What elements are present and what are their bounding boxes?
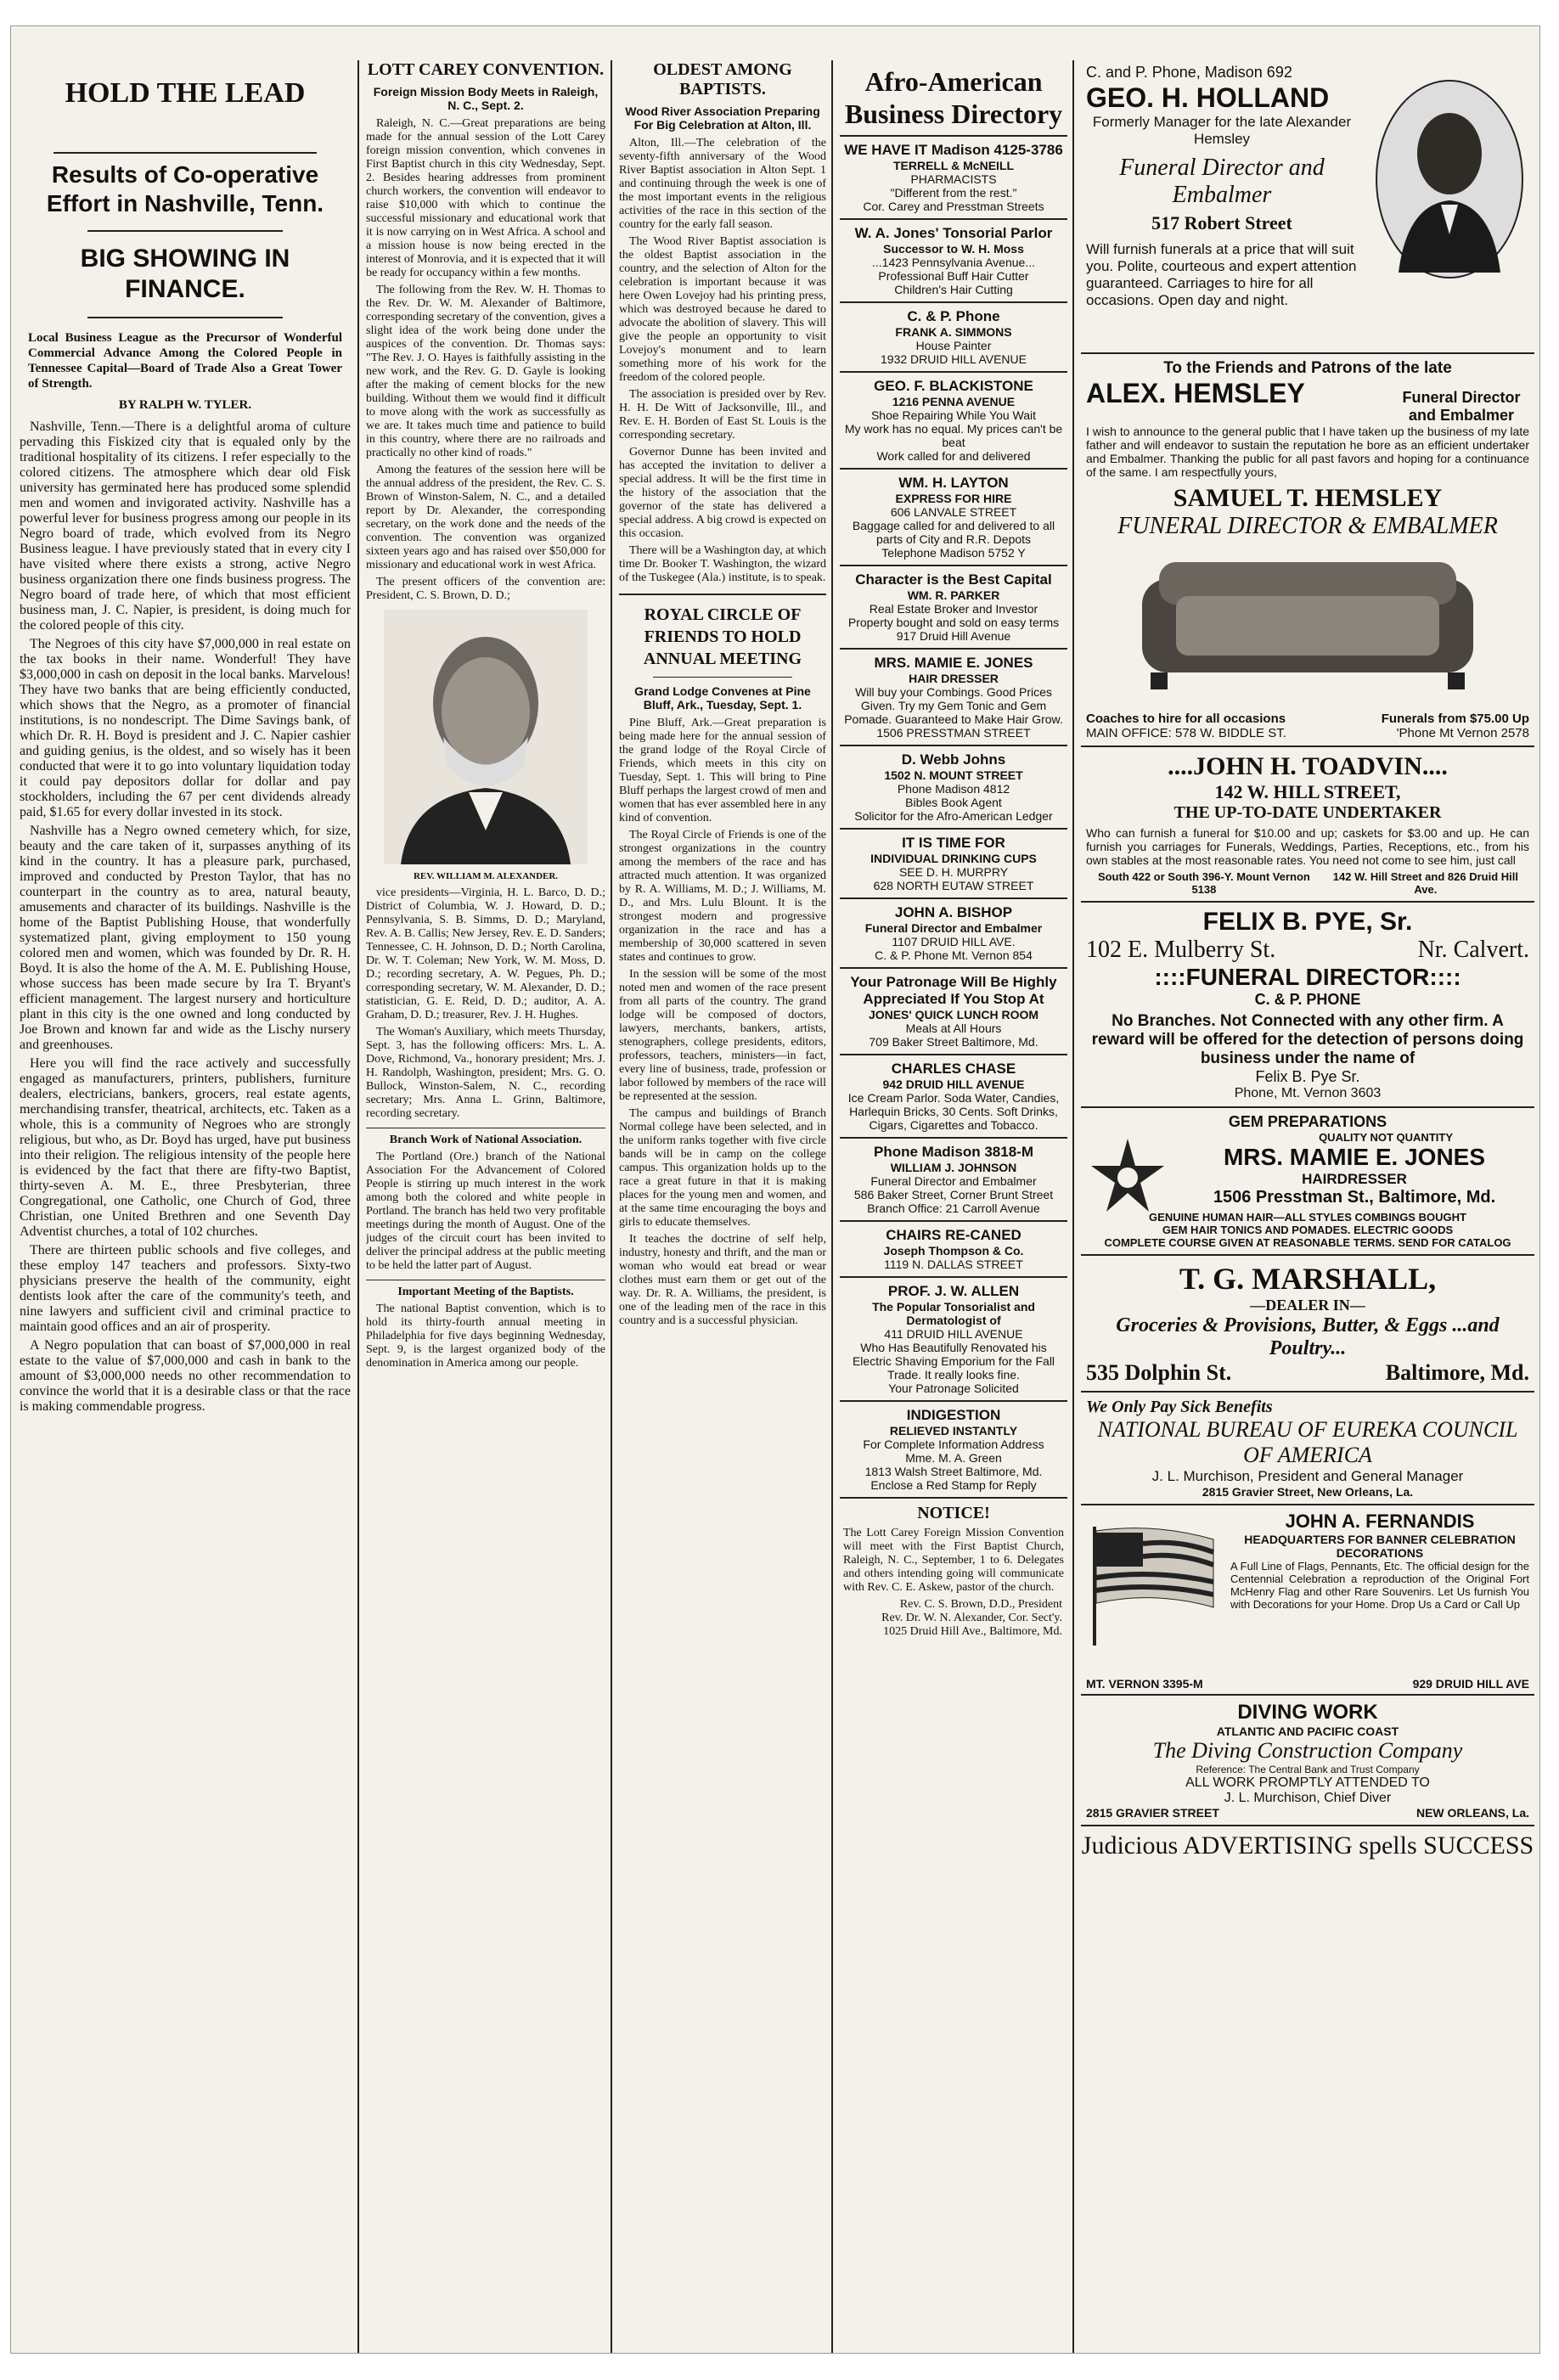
ad-heading: INDIGESTION [906, 1407, 1001, 1423]
advertiser-name: GEO. H. HOLLAND [1086, 82, 1330, 113]
advertiser-title: Funeral Director and Embalmer [1119, 155, 1325, 208]
ad-line: Professional Buff Hair Cutter [878, 269, 1029, 283]
advertiser-text: Will furnish funerals at a price that will suit you. Polite, courteous and expert attention guaranteed. Carriages to hire for all occasions. Open day and night. [1086, 241, 1357, 308]
directory-ad [840, 650, 1067, 746]
advertiser-sub: Formerly Manager for the late Alexander Hemsley [1092, 114, 1352, 147]
advertiser-name: The Diving Construction Company [1152, 1738, 1463, 1763]
sub-article-title: Important Meeting of the Baptists. [366, 1280, 605, 1299]
ad-line: ALL WORK PROMPTLY ATTENDED TO [1185, 1775, 1430, 1790]
ad-line: 1107 DRUID HILL AVE. [892, 935, 1016, 948]
sub-article-title: Branch Work of National Association. [366, 1128, 605, 1147]
ad-line: Bibles Book Agent [905, 796, 1002, 809]
gem-star-icon [1089, 1137, 1166, 1213]
advertiser-name: ....JOHN H. TOADVIN.... [1168, 752, 1448, 780]
newspaper-page [10, 25, 1540, 2354]
ad-line: Meals at All Hours [905, 1021, 1002, 1035]
paragraph: The Woman's Auxiliary, which meets Thursday, Sept. 3, has the following officers: Mrs. L. A. Dove, Richmond, Va., honorary president; Mrs. J. H. Randolph, Washington, president; Mrs. G. O. Bullock, Winston-Salem, N. C., recording secretary; Mrs. Anna L. Grinn, Baltimore, recording secretary. [366, 1026, 605, 1120]
ad-line: QUALITY NOT QUANTITY [1319, 1131, 1453, 1144]
ad-line: "Different from the rest." [890, 186, 1017, 200]
phone-line: C. & P. PHONE [1254, 991, 1361, 1008]
ad-heading: PROF. J. W. ALLEN [887, 1283, 1020, 1299]
ad-heading: IT IS TIME FOR [902, 835, 1005, 851]
advertiser-sub: HEADQUARTERS FOR BANNER CELEBRATION DECORATIONS [1244, 1533, 1516, 1560]
fernandis-ad [1081, 1505, 1534, 1696]
ad-heading: GEO. F. BLACKISTONE [874, 378, 1033, 394]
ad-line: Reference: The Central Bank and Trust Company [1196, 1764, 1420, 1775]
ad-line: 1216 PENNA AVENUE [892, 395, 1016, 408]
advertiser-text: I wish to announce to the general public that I have taken up the business of my late father and will endeavor to sustain the reputation he bore as an efficient undertaker and Embalmer. Thanking the public for all past favors and hoping for a continuance of the same. I am respectfully yours, [1086, 425, 1529, 479]
ad-line: Shoe Repairing While You Wait [870, 408, 1037, 422]
ad-line: INDIVIDUAL DRINKING CUPS [870, 852, 1037, 865]
article-header: OLDEST AMONG BAPTISTS. [653, 60, 792, 98]
ad-line: 942 DRUID HILL AVENUE [882, 1077, 1025, 1091]
ad-heading: D. Webb Johns [901, 751, 1006, 768]
ad-row [1086, 937, 1529, 964]
headline: BIG SHOWING IN FINANCE. [80, 245, 290, 303]
ad-row [1086, 1806, 1529, 1820]
ad-line: WM. R. PARKER [907, 588, 1000, 602]
paragraph: The Wood River Baptist association is the oldest Baptist association in the country, and the selection of Alton for the celebration is important because it was here Owen Lovejoy had his printing press, which was destroyed because he dared to advocate the abolition of slavery. This will give the people an opportunity to visit Lovejoy's monument and to learn something more of his work for the freedom of the colored people. [619, 235, 826, 384]
ad-heading: WE HAVE IT Madison 4125-3786 [844, 142, 1063, 158]
ad-line: Property bought and sold on easy terms [847, 616, 1060, 629]
paragraph: Among the features of the session here will be the annual address of the president, the Rev. C. S. Brown of Winston-Salem, N. C., and a detailed report by Dr. Alexander, the corresponding secretary, on the work done and the needs of the convention. The convention was organized sixteen years ago and has raised over $50,000 for missionary and educational work in west Africa. [366, 464, 605, 571]
divider [653, 677, 792, 678]
ad-row [1086, 1360, 1529, 1386]
ad-line: Phone Madison 4812 [897, 782, 1010, 796]
advertiser-title: DIVING WORK [1237, 1701, 1378, 1724]
ad-heading: WM. H. LAYTON [898, 475, 1009, 491]
signature-line: Rev. C. S. Brown, D.D., President [899, 1598, 1062, 1611]
portrait-image [384, 610, 588, 864]
directory-ad [840, 373, 1067, 470]
paragraph: The Negroes of this city have $7,000,000 in real estate on the tax books in their name. Wonderful! They have $3,000,000 in cash on deposit in the local banks. Marvelous! They have two banks that are being efficiently conducted, which shows that the Negro, as a promoter of financial institutions, is no nondescript. The Dime Savings bank, of which Dr. R. H. Boyd is president and J. C. Napier cashier and guiding genius, is the oldest, and so wisely has it been conducted that were it to go into voluntary liquidation today it could pay depositors dollar for dollar and pay stockholders, including the 67 per cent dividends already paid, $1.65 for every dollar invested in its stock. [20, 637, 351, 819]
ad-line: 1813 Walsh Street Baltimore, Md. [864, 1465, 1043, 1478]
photo-caption: REV. WILLIAM M. ALEXANDER. [413, 871, 559, 881]
directory-ad [840, 746, 1067, 830]
paragraph: Alton, Ill.—The celebration of the seventy-fifth anniversary of the Wood River Baptist association in Alton Sept. 1 and continuing through the week is one of the most important events in the religious activities of the race in this section of the country for the early fall season. [619, 137, 826, 231]
ad-line: Real Estate Broker and Investor [869, 602, 1038, 616]
column-4-directory [840, 60, 1067, 2344]
phone-line: Phone, Mt. Vernon 3603 [1234, 1086, 1382, 1100]
ad-line: Coaches to hire for all occasions [1086, 712, 1286, 726]
paragraph: Governor Dunne has been invited and has accepted the invitation to deliver a special address. It will be the first time in the history of the association that the governor of the state has delivered a special address. A big crowd is expected on this occasion. [619, 446, 826, 540]
advertiser-address: 102 E. Mulberry St. [1086, 937, 1276, 963]
paragraph: Nashville, Tenn.—There is a delightful aroma of culture pervading this Fiskized city that is equaled only by the traditional hospitality of its citizens. I refer especially to the colored citizens. The atmosphere which dear old Fisk university has germinated here has produced some splendid men and women and invigorated activity. Nashville has a powerful lever for business progress among our people in its Negro board of trade, which evolved from its Negro Business league. I have previously stated that in every city I have visited where there exists a strong, active Negro business organization there one finds business progress. The Negro board of trade here, of which that most efficient business man, J. C. Napier, is president, is doing much for the colored people of this city. [20, 419, 351, 633]
sub-article-body [366, 1303, 605, 1370]
ad-line: House Painter [915, 339, 992, 352]
paragraph: A Negro population that can boast of $7,000,000 in real estate to the value of $7,000,000 and cash in bank to the amount of $3,000,000 needs no other recommendation to convince the world that it is a desirable class or that the race is making commendable progress. [20, 1338, 351, 1414]
column-rule [1072, 60, 1074, 2353]
paragraph: In the session will be some of the most noted men and women of the race present from all parts of the country. The grand lodge will be composed of doctors, lawyers, merchants, bankers, artists, stenographers, college presidents, editors, professors, teachers, ministers—in fact, every line of business, trade, profession or labor followed by members of the race will be represented at the session. [619, 968, 826, 1103]
directory-ad [840, 303, 1067, 373]
advertiser-goods: Groceries & Provisions, Butter, & Eggs ...and Poultry... [1116, 1314, 1500, 1359]
article-header: ROYAL CIRCLE OF FRIENDS TO HOLD ANNUAL MEETING [643, 605, 802, 668]
column-rule [831, 60, 833, 2353]
ad-line: ...1423 Pennsylvania Avenue... [872, 256, 1035, 269]
headline-fragment: HOLD THE LEAD [65, 77, 306, 109]
directory-ad [840, 1139, 1067, 1222]
ad-line: 929 DRUID HILL AVE [1412, 1677, 1529, 1691]
notice-title: NOTICE! [917, 1504, 990, 1522]
directory-ad [840, 1055, 1067, 1139]
column-5-ads [1081, 60, 1534, 2344]
paragraph: There will be a Washington day, at which time Dr. Booker T. Washington, the wizard of the Tuskegee (Ala.) institute, is to speak. [619, 544, 826, 584]
advertiser-title: FUNERAL DIRECTOR & EMBALMER [1117, 513, 1498, 539]
paragraph: Here you will find the race actively and successfully engaged as manufacturers, printers, publishers, furniture dealers, electricians, bankers, grocers, real estate agents, merchandising transfer, theatrical, architects, etc. Taken as a whole, this is a community of Negroes who are strongly religious, but who, as Dr. Boyd has urged, have put business into their religion. The religious intensity of the people here is evidenced by the fact that there are fifty-two Baptist, thirty-seven A. M. E., three Presbyterian, three Congregational, one Catholic, one Church of God, three Christian, one United Brethren and one Seventh Day Adventist churches, a total of 102 churches. [20, 1056, 351, 1239]
ad-line: Baggage called for and delivered to all parts of City and R.R. Depots [852, 519, 1055, 546]
ad-row [1086, 726, 1529, 740]
paragraph: The campus and buildings of Branch Normal college have been selected, and in the uniform ranks together with five circle bands will be in camp on the college campus. This organization holds up to the race a great future in that it is making places for the young men and women, and at the same time encouraging the boys and girls to educate themselves. [619, 1107, 826, 1229]
ad-line: 1502 N. MOUNT STREET [884, 768, 1023, 782]
ad-heading: CHARLES CHASE [891, 1061, 1016, 1077]
ad-line: 628 NORTH EUTAW STREET [873, 879, 1034, 892]
ad-line: Funeral Director and Embalmer [870, 1174, 1037, 1188]
article-header: LOTT CAREY CONVENTION. [367, 60, 605, 79]
footer-slogan: Judicious ADVERTISING spells SUCCESS [1081, 1831, 1534, 1860]
ad-row [1086, 870, 1529, 896]
ad-line: JONES' QUICK LUNCH ROOM [868, 1008, 1039, 1021]
diving-ad [1081, 1696, 1534, 1826]
advertiser-address: 2815 GRAVIER STREET [1086, 1806, 1219, 1820]
directory-title: Afro-American Business Directory [840, 60, 1067, 137]
ad-heading: C. & P. Phone [907, 308, 1000, 324]
paragraph: vice presidents—Virginia, H. L. Barco, D. D.; District of Columbia, W. J. Howard, D. D.; Pennsylvania, S. B. Simms, D. D.; Maryland, Rev. A. B. Callis; New Jersey, Rev. E. D. Sanders; Tennessee, C. H. Johnson, D. D.; North Carolina, Dr. W. T. Coleman; New York, W. M. Moss, D. D.; recording secretary, A. W. Pegues, Ph. D.; corresponding secretary, W. M. Alexander, D. D.; statistician, G. E. Reid, D. D.; auditor, A. A. Graham, D. D.; treasurer, Rev. J. H. Hughes. [366, 886, 605, 1021]
hemsley-ad [1081, 354, 1534, 747]
ad-line: PHARMACISTS [910, 172, 997, 186]
ad-line: 1119 N. DALLAS STREET [884, 1258, 1023, 1271]
ad-line: SEE D. H. MURPRY [898, 865, 1009, 879]
paragraph: Nashville has a Negro owned cemetery which, for size, beauty and the care taken of it, surpasses anything of its kind in the country. It has a pleasure park, purchased, improved and conducted by Preston Taylor, that has no counterpart in the country as to area, natural beauty, amusements and character of its buildings. Nashville is the home of the Baptist Publishing House, that wonderfully systematized plant, giving employment to 150 young colored men and women, which was founded by Dr. R. H. Boyd. It is also the home of the A. M. E. Publishing House, whose success has been made secure by Ira T. Bryant's efficient management. The largest nursery and horticulture plant in this city is the one owned and long conducted by Joe Brown and known far and wide as the Lischy nursery and greenhouses. [20, 824, 351, 1052]
paragraph: Pine Bluff, Ark.—Great preparation is being made here for the annual session of the grand lodge of the Royal Circle of Friends, which meets in this city on Tuesday, Sept. 1. This will bring to Pine Bluff perhaps the largest crowd of men and women that has ever assembled here in any kind of convention. [619, 717, 826, 824]
ad-line: To the Friends and Patrons of the late [1163, 359, 1452, 377]
flag-icon [1086, 1522, 1222, 1650]
ad-line: MT. VERNON 3395-M [1086, 1677, 1203, 1691]
ad-line: Successor to W. H. Moss [883, 242, 1024, 256]
advertiser-address: 1506 Presstman St., Baltimore, Md. [1213, 1188, 1496, 1207]
paragraph: Raleigh, N. C.—Great preparations are being made for the annual session of the Lott Carey foreign mission convention, which convenes in First Baptist church in this city Wednesday, Sept. 2. Besides hearing addresses from prominent church workers, the convention will endeavor to raise $10,000 with which to continue the successful missionary and educational work that it is now carrying on in West Africa. A school and a mission house is now being erected in the interest of Monrovia, and it is expected that it will be ready for occupancy within a few months. [366, 117, 605, 279]
ad-line: 'Phone Mt Vernon 2578 [1396, 726, 1529, 740]
ad-line: EXPRESS FOR HIRE [895, 492, 1012, 505]
ad-line: 1932 DRUID HILL AVENUE [881, 352, 1027, 366]
ad-line: Ice Cream Parlor. Soda Water, Candies, Harlequin Bricks, 30 Cents. Soft Drinks, Cigars, Cigarettes and Tobacco. [847, 1091, 1060, 1132]
advertiser-signature: Felix B. Pye Sr. [1255, 1068, 1360, 1085]
ad-line: For Complete Information Address [863, 1438, 1044, 1451]
ad-line: My work has no equal. My prices can't be beat [844, 422, 1063, 449]
ad-row [1086, 712, 1529, 726]
ad-line: The Popular Tonsorialist and Dermatologist of [872, 1300, 1035, 1327]
paragraph: The present officers of the convention are: President, C. S. Brown, D. D.; [366, 576, 605, 602]
ad-line: J. L. Murchison, Chief Diver [1224, 1791, 1392, 1805]
portrait-image [1373, 77, 1526, 281]
advertiser-title: THE UP-TO-DATE UNDERTAKER [1173, 803, 1442, 822]
ad-line: GEM PREPARATIONS [1228, 1113, 1387, 1130]
ad-line: Joseph Thompson & Co. [883, 1244, 1024, 1258]
paragraph: The national Baptist convention, which is to hold its thirty-fourth annual meeting in Philadelphia for five days beginning Wednesday, Sept. 9, is the largest organized body of the denomination in America among our people. [366, 1303, 605, 1370]
directory-ad [840, 137, 1067, 220]
advertiser-name: FELIX B. PYE, Sr. [1202, 908, 1413, 936]
ad-line: Branch Office: 21 Carroll Avenue [867, 1201, 1040, 1215]
pye-ad [1081, 903, 1534, 1108]
divider [87, 317, 283, 318]
signature-line: Rev. Dr. W. N. Alexander, Cor. Sect'y. [881, 1612, 1062, 1624]
column-rule [611, 60, 612, 2353]
divider [53, 152, 317, 154]
gem-block [1179, 1144, 1529, 1207]
advertiser-name: JOHN A. FERNANDIS [1285, 1511, 1475, 1532]
advertiser-name: ALEX. HEMSLEY [1086, 378, 1305, 408]
directory-ad [840, 830, 1067, 899]
paragraph: The following from the Rev. W. H. Thomas to the Rev. Dr. W. M. Alexander of Baltimore, corresponding secretary of the convention, gives a slight idea of the work being done under the auspices of the convention. Dr. Thomas says: "The Rev. J. O. Hayes is faithfully assisting in the new work, and the Rev. G. D. Gayle is looking after the making of cement blocks for the new building. Without them we would find it difficult to move along with the work as successfully as we are. It takes much time and patience to build in this country, where there are no railroads and practically no other kind of roads." [366, 284, 605, 459]
ad-line: Work called for and delivered [876, 449, 1031, 463]
directory-ad [840, 969, 1067, 1055]
ad-heading: Character is the Best Capital [855, 571, 1052, 588]
ad-line: MAIN OFFICE: 578 W. BIDDLE ST. [1086, 726, 1286, 740]
ad-heading: CHAIRS RE-CANED [886, 1227, 1022, 1243]
ad-heading: MRS. MAMIE E. JONES [874, 655, 1033, 671]
notice-signature [840, 1598, 1067, 1639]
advertiser-sub: —DEALER IN— [1250, 1297, 1365, 1314]
article-deck: Foreign Mission Body Meets in Raleigh, N. C., Sept. 2. [373, 85, 599, 112]
ad-line: FRANK A. SIMMONS [895, 325, 1012, 339]
divider [87, 230, 283, 232]
notice-text: The Lott Carey Foreign Mission Convention will meet with the First Baptist Church, Raleigh, N. C., September, 1 to 6. Delegates and others intending going will communicate with Rev. C. E. Askew, pastor of the church. [843, 1527, 1064, 1594]
casket-illustration [1125, 545, 1490, 706]
paragraph: The Portland (Ore.) branch of the National Association For the Advancement of Colored People is stirring up much interest in the work among both the colored and white people in Portland. The branch has held two very profitable meetings during the month of August. One of the judges of the circuit court has been invited to deliver the principal address at the public meeting to be held the latter part of August. [366, 1151, 605, 1272]
advertiser-name: SAMUEL T. HEMSLEY [1173, 484, 1443, 512]
article-body [366, 117, 605, 603]
paragraph: The Royal Circle of Friends is one of the strongest organizations in the country among the members of the race and has attracted much attention. It was organized by R. A. Williams, M. D.; J. Williams, M. D., and Mrs. Lulu Blount. It is the strongest modern and progressive organization in the race and has a membership of 30,000 scattered in seven states and continues to grow. [619, 829, 826, 964]
advertiser-address: 2815 Gravier Street, New Orleans, La. [1202, 1485, 1414, 1499]
ad-line: WILLIAM J. JOHNSON [890, 1161, 1017, 1174]
ad-line: Cor. Carey and Presstman Streets [863, 200, 1044, 213]
ad-list [840, 137, 1067, 1499]
ad-line: 917 Druid Hill Avenue [896, 629, 1011, 643]
advertiser-title: HAIRDRESSER [1302, 1171, 1407, 1187]
advertiser-name: T. G. MARSHALL, [1179, 1262, 1437, 1296]
bureau-ad [1081, 1393, 1534, 1505]
advertiser-address: Baltimore, Md. [1385, 1360, 1529, 1385]
ad-line: 411 DRUID HILL AVENUE [884, 1327, 1023, 1341]
article-deck: Grand Lodge Convenes at Pine Bluff, Ark., Tuesday, Sept. 1. [634, 684, 811, 712]
fernandis-block [1230, 1511, 1529, 1611]
ad-line: 606 LANVALE STREET [890, 505, 1017, 519]
ad-heading: Your Patronage Will Be Highly Appreciated If You Stop At [850, 974, 1057, 1007]
advertiser-name: NATIONAL BUREAU OF EUREKA COUNCIL OF AMERICA [1097, 1417, 1518, 1467]
ad-line: Your Patronage Solicited [888, 1381, 1019, 1395]
directory-ad [840, 220, 1067, 303]
signature-line: 1025 Druid Hill Ave., Baltimore, Md. [883, 1625, 1062, 1638]
ad-line: Enclose a Red Stamp for Reply [870, 1478, 1037, 1492]
advertiser-address: 142 W. HILL STREET, [1214, 781, 1401, 802]
advertiser-text: A Full Line of Flags, Pennants, Etc. The official design for the Centennial Celebration a reproduction of the Original Fort McHenry Flag and other Rare Souvenirs. Let Us furnish You with Decorations for your Home. Drop Us a Card or Call Up [1230, 1560, 1529, 1611]
article-deck: Local Business League as the Precursor of Wonderful Commercial Advance Among the Colored People in Tennessee Capital—Board of Trade Also a Great Tower of Strength. [28, 331, 342, 391]
ad-line: Children's Hair Cutting [894, 283, 1013, 296]
ad-line: Who Has Beautifully Renovated his Electric Shaving Emporium for the Fall Trade. It really looks fine. [852, 1341, 1055, 1381]
advertiser-text: Who can furnish a funeral for $10.00 and up; caskets for $3.00 and up. He can furnish you carriages for Funerals, Weddings, Parties, Receptions, etc., from his own stables at the most reasonable rates. You need not come to see him, just call [1086, 826, 1529, 867]
paragraph: It teaches the doctrine of self help, industry, honesty and thrift, and the man or woman who would eat bread or wear clothes must earn them or get out of the way. Dr. R. A. Williams, the president, is one of the leading men of the race in this country and is a successful physician. [619, 1233, 826, 1327]
article-body [619, 137, 826, 585]
ad-line: COMPLETE COURSE GIVEN AT REASONABLE TERMS. SEND FOR CATALOG [1104, 1236, 1511, 1249]
ad-row [1086, 1677, 1529, 1691]
phone-line: C. and P. Phone, Madison 692 [1086, 64, 1292, 81]
ad-line: Mme. M. A. Green [905, 1451, 1002, 1465]
column-3 [619, 60, 826, 2344]
ad-heading: Phone Madison 3818-M [874, 1144, 1033, 1160]
ad-line: 142 W. Hill Street and 826 Druid Hill Ave. [1332, 870, 1518, 896]
marshall-ad [1081, 1256, 1534, 1393]
ad-heading: JOHN A. BISHOP [894, 904, 1013, 920]
directory-ad [840, 1402, 1067, 1499]
advertiser-sub: ATLANTIC AND PACIFIC COAST [1216, 1725, 1399, 1738]
column-2 [366, 60, 605, 2344]
article-body-continued [366, 886, 605, 1121]
article-body [20, 419, 351, 1415]
ad-line: Will buy your Combings. Good Prices Given. Try my Gem Tonic and Gem Pomade. Guaranteed to Make Hair Grow. 1506 PRESSTMAN STREET [844, 685, 1063, 740]
ad-line: We Only Pay Sick Benefits [1086, 1398, 1273, 1416]
byline: BY RALPH W. TYLER. [118, 398, 252, 412]
paragraph: There are thirteen public schools and five colleges, and these employ 147 teachers and professors. Sixty-two physicians preserve the health of the community, eight dentists look after the care of the community's teeth, and nine lawyers and sufficient civil and criminal practice to maintain good offices and an air of prosperity. [20, 1243, 351, 1334]
holland-ad [1081, 60, 1534, 354]
directory-ad [840, 1278, 1067, 1402]
advertiser-title: ::::FUNERAL DIRECTOR:::: [1154, 964, 1461, 990]
advertiser-address: 535 Dolphin St. [1086, 1360, 1232, 1385]
article-body [619, 717, 826, 1328]
divider [619, 594, 826, 595]
ad-line: GENUINE HUMAN HAIR—ALL STYLES COMBINGS BOUGHT [1149, 1211, 1466, 1224]
ad-line: Solicitor for the Afro-American Ledger [854, 809, 1053, 823]
ad-line: C. & P. Phone Mt. Vernon 854 [875, 948, 1033, 962]
ad-line: Funerals from $75.00 Up [1381, 712, 1529, 726]
advertiser-text: No Branches. Not Connected with any other firm. A reward will be offered for the detection of persons doing business under the name of [1091, 1012, 1524, 1067]
advertiser-address: NEW ORLEANS, La. [1415, 1806, 1529, 1820]
ad-line: GEM HAIR TONICS AND POMADES. ELECTRIC GOODS [1162, 1224, 1454, 1236]
advertiser-sub: Funeral Director and Embalmer [1402, 389, 1521, 424]
ad-line: TERRELL & McNEILL [892, 159, 1015, 172]
paragraph: The association is presided over by Rev. H. H. De Witt of Jacksonville, Ill., and Rev. E. H. Borden of East St. Louis is the corresponding secretary. [619, 388, 826, 442]
directory-ad [840, 470, 1067, 566]
ad-line: Telephone Madison 5752 Y [881, 546, 1026, 560]
ad-line: HAIR DRESSER [909, 672, 999, 685]
directory-ad [840, 1222, 1067, 1278]
directory-ad [840, 899, 1067, 969]
ad-line: Funeral Director and Embalmer [864, 921, 1043, 935]
toadvin-ad [1081, 747, 1534, 903]
advertiser-sub: J. L. Murchison, President and General Manager [1151, 1468, 1464, 1484]
ad-line: South 422 or South 396-Y. Mount Vernon 5138 [1097, 870, 1310, 896]
advertiser-address: 517 Robert Street [1151, 212, 1292, 233]
ad-line: 586 Baker Street, Corner Brunt Street [853, 1188, 1054, 1201]
subheadline: Results of Co-operative Effort in Nashville, Tenn. [46, 161, 324, 217]
ad-line: RELIEVED INSTANTLY [889, 1424, 1018, 1438]
gem-ad [1081, 1108, 1534, 1256]
article-deck: Wood River Association Preparing For Big Celebration at Alton, Ill. [625, 104, 820, 132]
column-rule [357, 60, 359, 2353]
ad-heading: W. A. Jones' Tonsorial Parlor [854, 225, 1053, 241]
notice-box [840, 1504, 1067, 1639]
ad-line: 709 Baker Street Baltimore, Md. [869, 1035, 1038, 1049]
column-1 [20, 60, 351, 2344]
ad-row [1086, 378, 1529, 425]
advertiser-address: Nr. Calvert. [1417, 937, 1529, 963]
directory-ad [840, 566, 1067, 650]
sub-article-body [366, 1151, 605, 1273]
advertiser-name: MRS. MAMIE E. JONES [1223, 1144, 1486, 1170]
